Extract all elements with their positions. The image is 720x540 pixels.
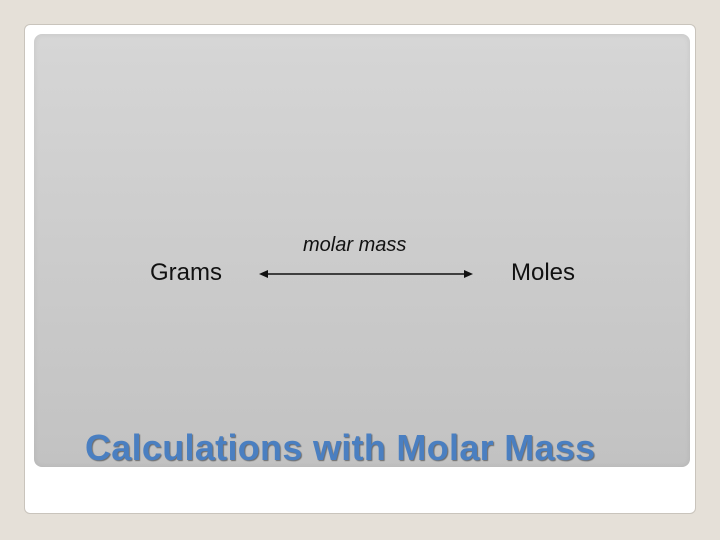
content-panel [34, 34, 690, 467]
slide [24, 24, 696, 514]
moles-label: Moles [511, 259, 576, 286]
double-arrow-icon [259, 266, 473, 282]
molar-mass-label: molar mass [303, 234, 407, 256]
grams-label: Grams [150, 259, 222, 286]
slide-title: Calculations with Molar Mass [85, 427, 596, 468]
